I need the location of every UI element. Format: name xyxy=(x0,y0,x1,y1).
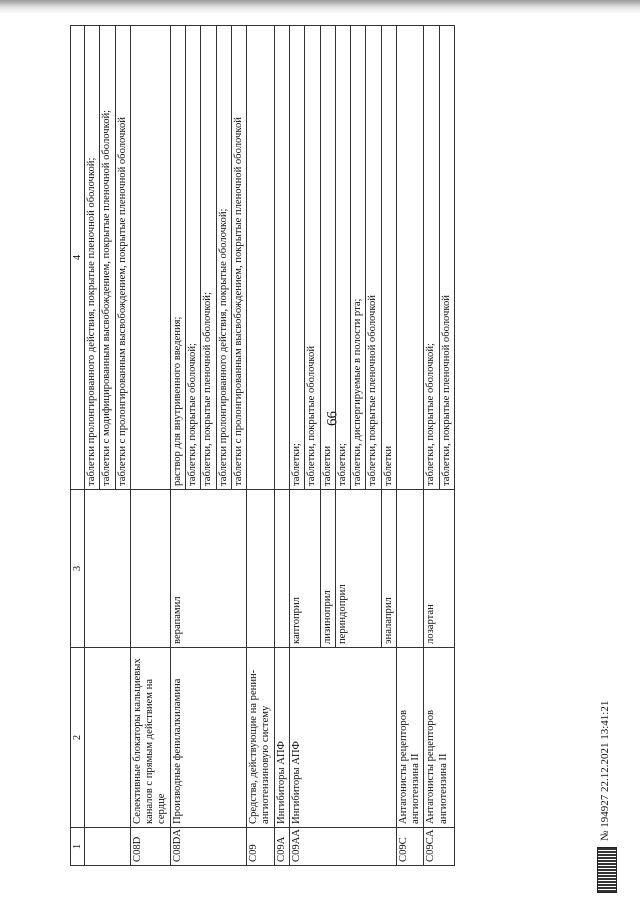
table-row xyxy=(247,26,275,866)
drug-name: каптоприл xyxy=(289,490,320,648)
form-cell: таблетки пролонгированного действия, покрытые пленочной оболочкой; xyxy=(85,26,100,490)
header-col-1: 1 xyxy=(71,828,85,866)
drug-name: периндоприл xyxy=(335,490,381,648)
atc-name: Антагонисты рецепторов ангиотензина II xyxy=(396,648,424,828)
header-col-2: 2 xyxy=(71,648,85,828)
atc-name: Ингибиторы АПФ xyxy=(289,648,396,828)
atc-name: Средства, действующие на ренин-ангиотензиновую систему xyxy=(247,648,275,828)
form-cell: таблетки с пролонгированным высвобождением, покрытые пленочной оболочкой xyxy=(231,26,246,490)
document-footer xyxy=(597,563,621,893)
form-cell: таблетки с пролонгированным высвобождением, покрытые пленочной оболочкой xyxy=(115,26,130,490)
form-cell: таблетки xyxy=(381,26,396,490)
drug-name: лизиноприл xyxy=(320,490,335,648)
drug-name: эналаприл xyxy=(381,490,396,648)
table-header-row xyxy=(71,26,85,866)
table-row xyxy=(85,26,100,866)
document-id xyxy=(599,701,611,841)
form-cell: таблетки, покрытые пленочной оболочкой xyxy=(439,26,454,490)
header-col-4: 4 xyxy=(71,26,85,490)
form-cell: таблетки; xyxy=(335,26,350,490)
scan-edge xyxy=(0,0,640,14)
table-row xyxy=(130,26,170,866)
atc-code: C09A xyxy=(274,828,289,866)
atc-code: C09CA xyxy=(424,828,455,866)
atc-name: Производные фенилалкиламина xyxy=(170,648,246,828)
number-sign: № xyxy=(599,830,611,841)
registry-stamp-icon xyxy=(597,847,617,893)
drug-name: лозартан xyxy=(424,490,455,648)
atc-code: C09 xyxy=(247,828,275,866)
table-row xyxy=(424,26,439,866)
atc-name: Селективные блокаторы кальциевых каналов с прямым действием на сердце xyxy=(130,648,170,828)
table-row xyxy=(274,26,289,866)
form-cell: таблетки, диспергируемые в полости рта; xyxy=(351,26,366,490)
atc-code: C09C xyxy=(396,828,424,866)
page-number: 66 xyxy=(324,411,341,426)
form-cell: раствор для внутривенного введения; xyxy=(170,26,185,490)
form-cell: таблетки с модифицированным высвобождением, покрытые пленочной оболочкой; xyxy=(100,26,115,490)
atc-name: Ингибиторы АПФ xyxy=(274,648,289,828)
header-col-3: 3 xyxy=(71,490,85,648)
doc-number: 194927 xyxy=(599,794,611,828)
atc-code: C09AA xyxy=(289,828,396,866)
table-row xyxy=(170,26,185,866)
document-table-wrapper xyxy=(70,25,455,866)
atc-name: Антагонисты рецепторов ангиотензина II xyxy=(424,648,455,828)
drug-table xyxy=(70,25,455,866)
atc-code: C08D xyxy=(130,828,170,866)
form-cell: таблетки, покрытые пленочной оболочкой xyxy=(366,26,381,490)
atc-code: C08DA xyxy=(170,828,246,866)
form-cell: таблетки, покрытые оболочкой; xyxy=(424,26,439,490)
table-row xyxy=(289,26,304,866)
form-cell: таблетки пролонгированного действия, покрытые оболочкой; xyxy=(216,26,231,490)
form-cell: таблетки; xyxy=(289,26,304,490)
form-cell: таблетки, покрытые оболочкой xyxy=(305,26,320,490)
form-cell: таблетки, покрытые оболочкой; xyxy=(185,26,200,490)
form-cell: таблетки xyxy=(320,26,335,490)
form-cell: таблетки, покрытые пленочной оболочкой; xyxy=(201,26,216,490)
drug-name: верапамил xyxy=(170,490,246,648)
doc-datetime: 22.12.2021 13:41:21 xyxy=(599,700,611,792)
table-row xyxy=(396,26,424,866)
